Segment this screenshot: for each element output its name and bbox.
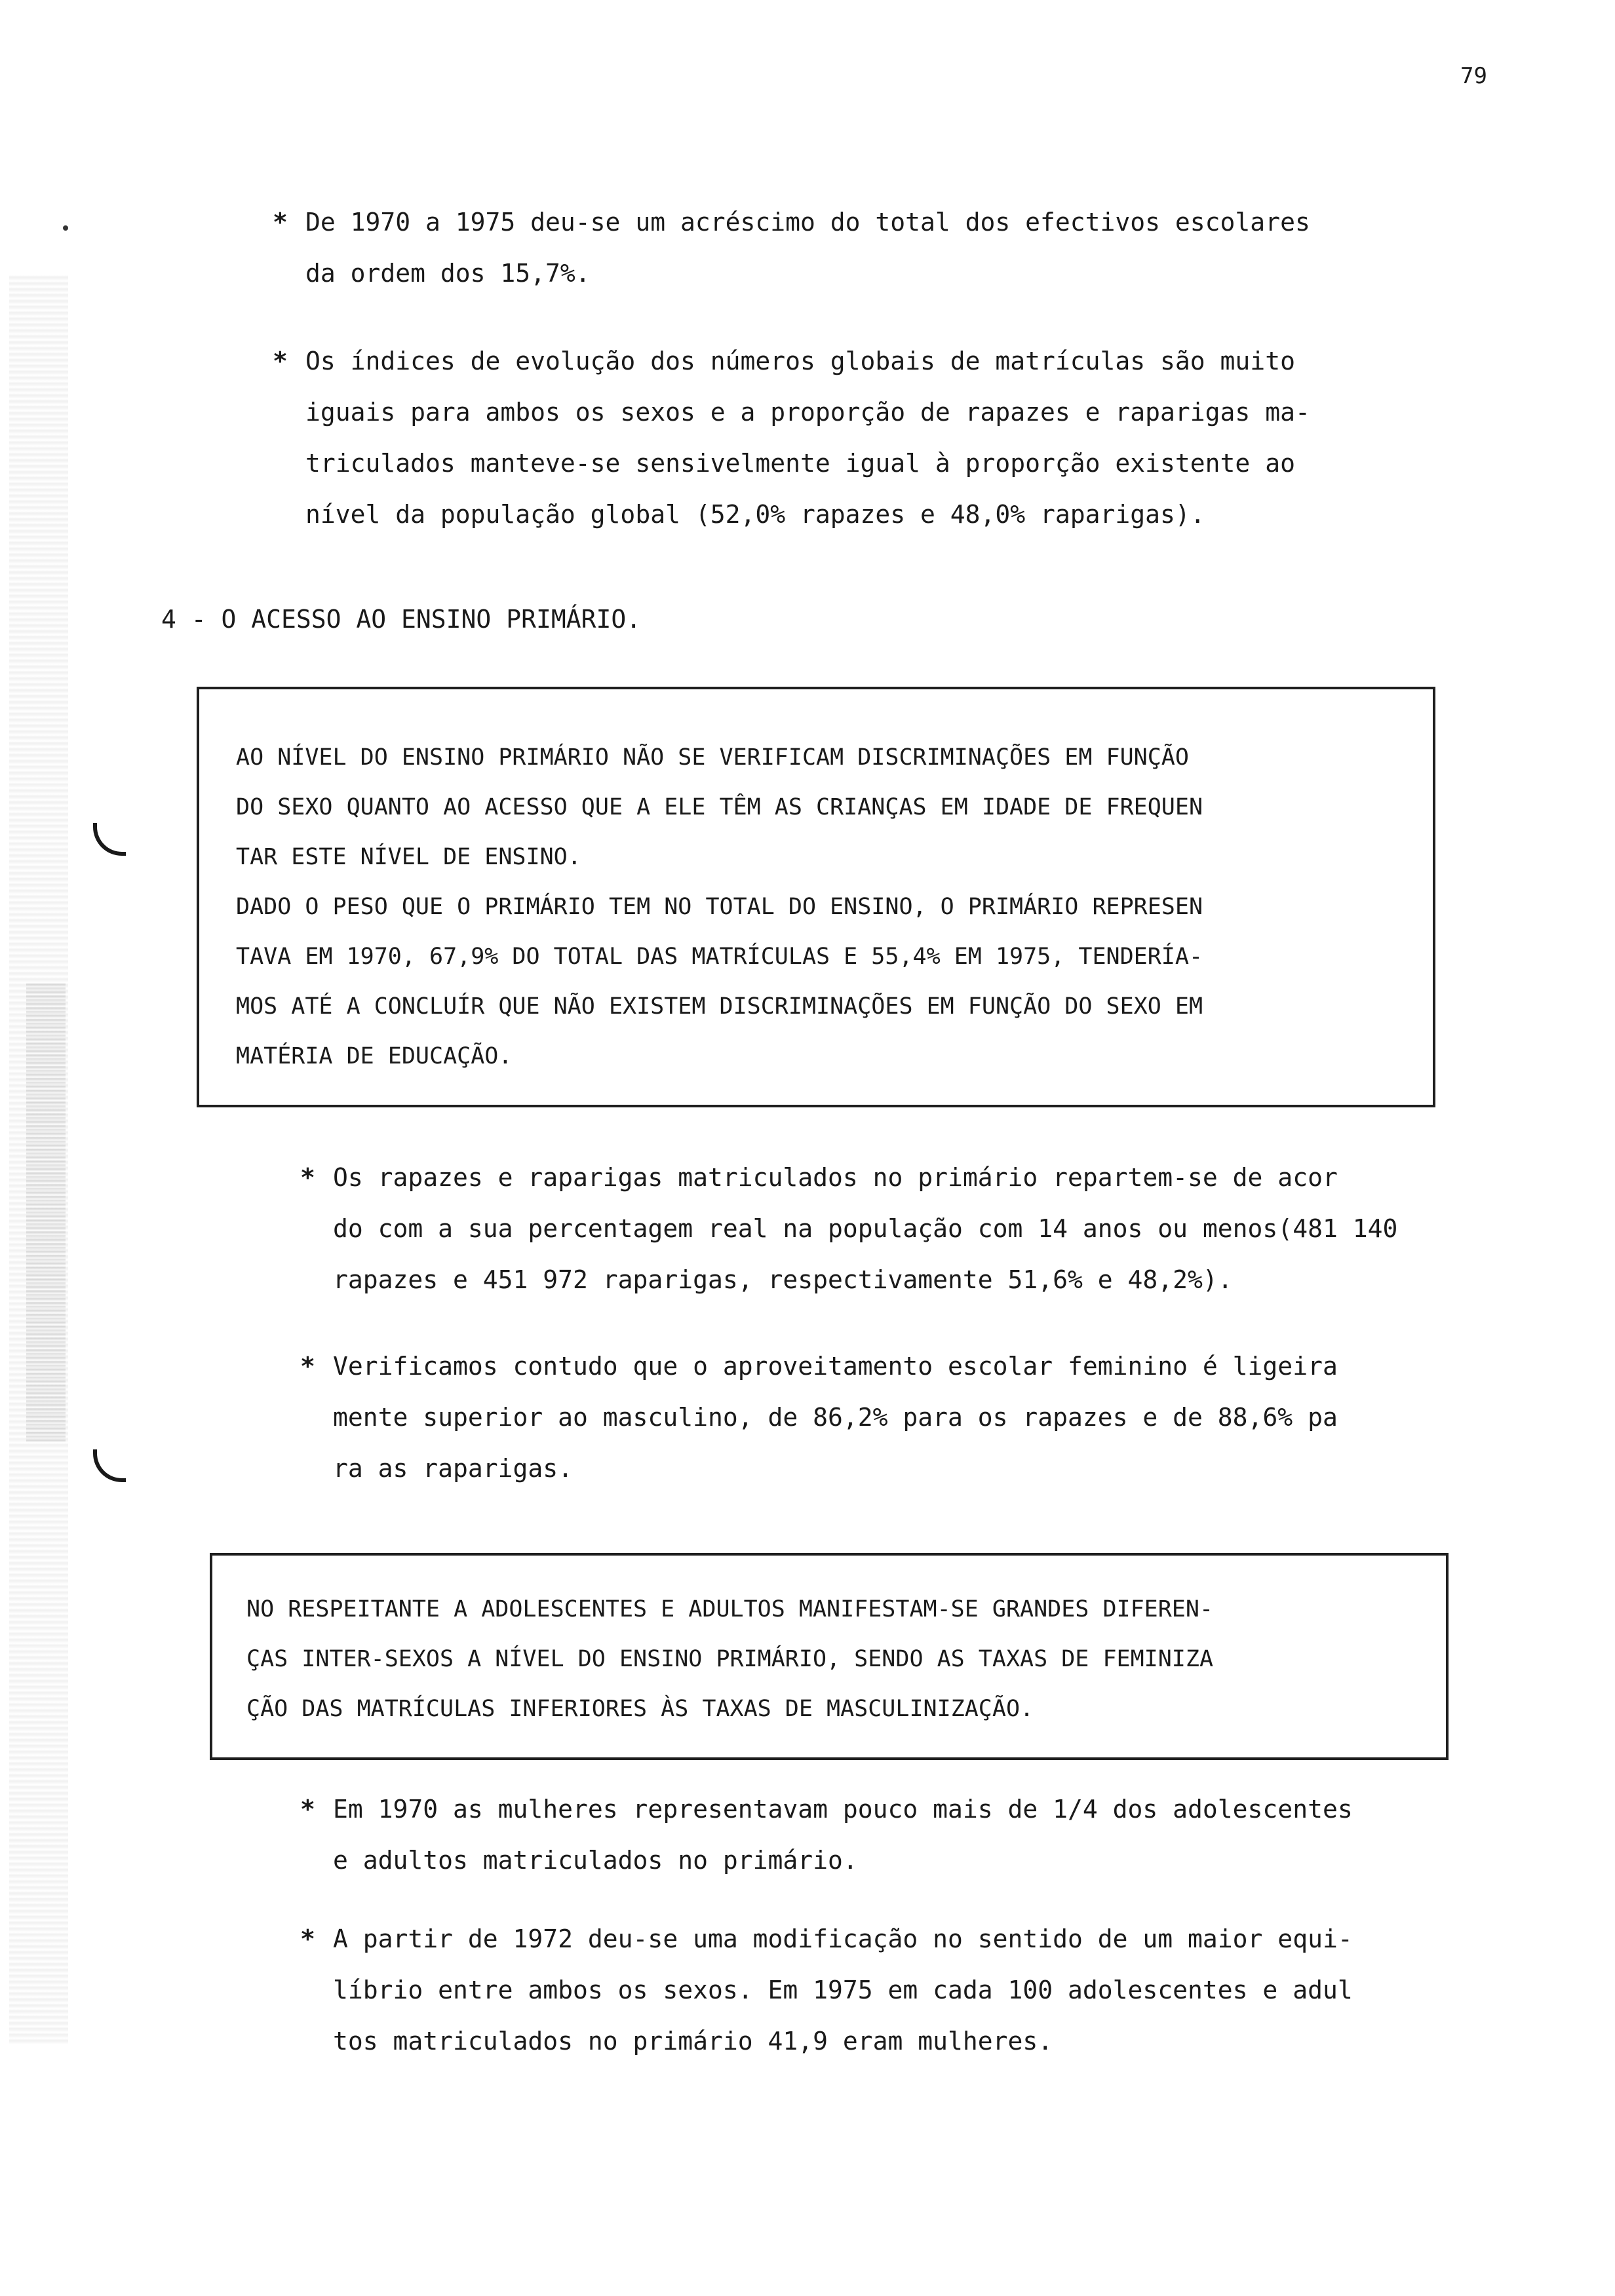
box-text-line: TAR ESTE NÍVEL DE ENSINO.: [236, 844, 581, 870]
text-line: Em 1970 as mulheres representavam pouco mais de 1/4 dos adolescentes: [333, 1795, 1353, 1824]
text-line: Os rapazes e raparigas matriculados no primário repartem-se de acor: [333, 1163, 1338, 1192]
text-line: e adultos matriculados no primário.: [333, 1846, 858, 1875]
box-text-line: DO SEXO QUANTO AO ACESSO QUE A ELE TÊM AS CRIANÇAS EM IDADE DE FREQUEN: [236, 794, 1203, 820]
bullet-star-icon: *: [273, 347, 288, 375]
box-text-line: ÇÃO DAS MATRÍCULAS INFERIORES ÀS TAXAS DE MASCULINIZAÇÃO.: [246, 1696, 1034, 1722]
bullet-star-icon: *: [273, 208, 288, 237]
box-text-line: AO NÍVEL DO ENSINO PRIMÁRIO NÃO SE VERIFICAM DISCRIMINAÇÕES EM FUNÇÃO: [236, 744, 1189, 771]
box-text-line: DADO O PESO QUE O PRIMÁRIO TEM NO TOTAL DO ENSINO, O PRIMÁRIO REPRESEN: [236, 894, 1203, 920]
text-line: triculados manteve-se sensivelmente igual à proporção existente ao: [305, 449, 1295, 478]
scan-edge-artifact-dense: [26, 983, 66, 1442]
text-line: ra as raparigas.: [333, 1454, 574, 1483]
bullet-item: [273, 335, 1459, 540]
bullet-item: [300, 1341, 1460, 1494]
bullet-item: [300, 1913, 1467, 2067]
margin-bracket-mark: [93, 1449, 126, 1482]
text-line: do com a sua percentagem real na população com 14 anos ou menos(481 140: [333, 1214, 1398, 1243]
highlight-box-primary-access: [197, 687, 1435, 1107]
text-line: da ordem dos 15,7%.: [305, 259, 591, 288]
bullet-star-icon: *: [300, 1795, 315, 1824]
box-text-line: MATÉRIA DE EDUCAÇÃO.: [236, 1043, 513, 1069]
box-text-line: NO RESPEITANTE A ADOLESCENTES E ADULTOS MANIFESTAM-SE GRANDES DIFEREN-: [246, 1596, 1214, 1622]
text-line: líbrio entre ambos os sexos. Em 1975 em cada 100 adolescentes e adul: [333, 1976, 1353, 2004]
margin-bracket-mark: [93, 823, 126, 856]
bullet-item: [300, 1152, 1460, 1305]
text-line: Verificamos contudo que o aproveitamento escolar feminino é ligeira: [333, 1352, 1338, 1381]
text-line: nível da população global (52,0% rapazes e 48,0% raparigas).: [305, 500, 1205, 529]
bullet-item: [273, 197, 1459, 299]
box-text-line: MOS ATÉ A CONCLUÍR QUE NÃO EXISTEM DISCRIMINAÇÕES EM FUNÇÃO DO SEXO EM: [236, 993, 1203, 1020]
text-line: tos matriculados no primário 41,9 eram mulheres.: [333, 2027, 1053, 2056]
text-line: mente superior ao masculino, de 86,2% para os rapazes e de 88,6% pa: [333, 1403, 1338, 1432]
bullet-star-icon: *: [300, 1924, 315, 1953]
bullet-star-icon: *: [300, 1352, 315, 1381]
margin-dot: [63, 225, 68, 231]
bullet-star-icon: *: [300, 1163, 315, 1192]
text-line: rapazes e 451 972 raparigas, respectivamente 51,6% e 48,2%).: [333, 1265, 1233, 1294]
text-line: A partir de 1972 deu-se uma modificação no sentido de um maior equi-: [333, 1924, 1353, 1953]
section-heading: 4 - O ACESSO AO ENSINO PRIMÁRIO.: [161, 605, 642, 634]
text-line: iguais para ambos os sexos e a proporção de rapazes e raparigas ma-: [305, 398, 1310, 427]
highlight-box-adults: [210, 1553, 1449, 1760]
bullet-item: [300, 1784, 1467, 1886]
text-line: Os índices de evolução dos números globais de matrículas são muito: [305, 347, 1295, 375]
box-text-line: TAVA EM 1970, 67,9% DO TOTAL DAS MATRÍCULAS E 55,4% EM 1975, TENDERÍA-: [236, 944, 1203, 970]
text-line: De 1970 a 1975 deu-se um acréscimo do total dos efectivos escolares: [305, 208, 1310, 237]
box-text-line: ÇAS INTER-SEXOS A NÍVEL DO ENSINO PRIMÁRIO, SENDO AS TAXAS DE FEMINIZA: [246, 1646, 1214, 1672]
page-number: 79: [1460, 63, 1487, 89]
